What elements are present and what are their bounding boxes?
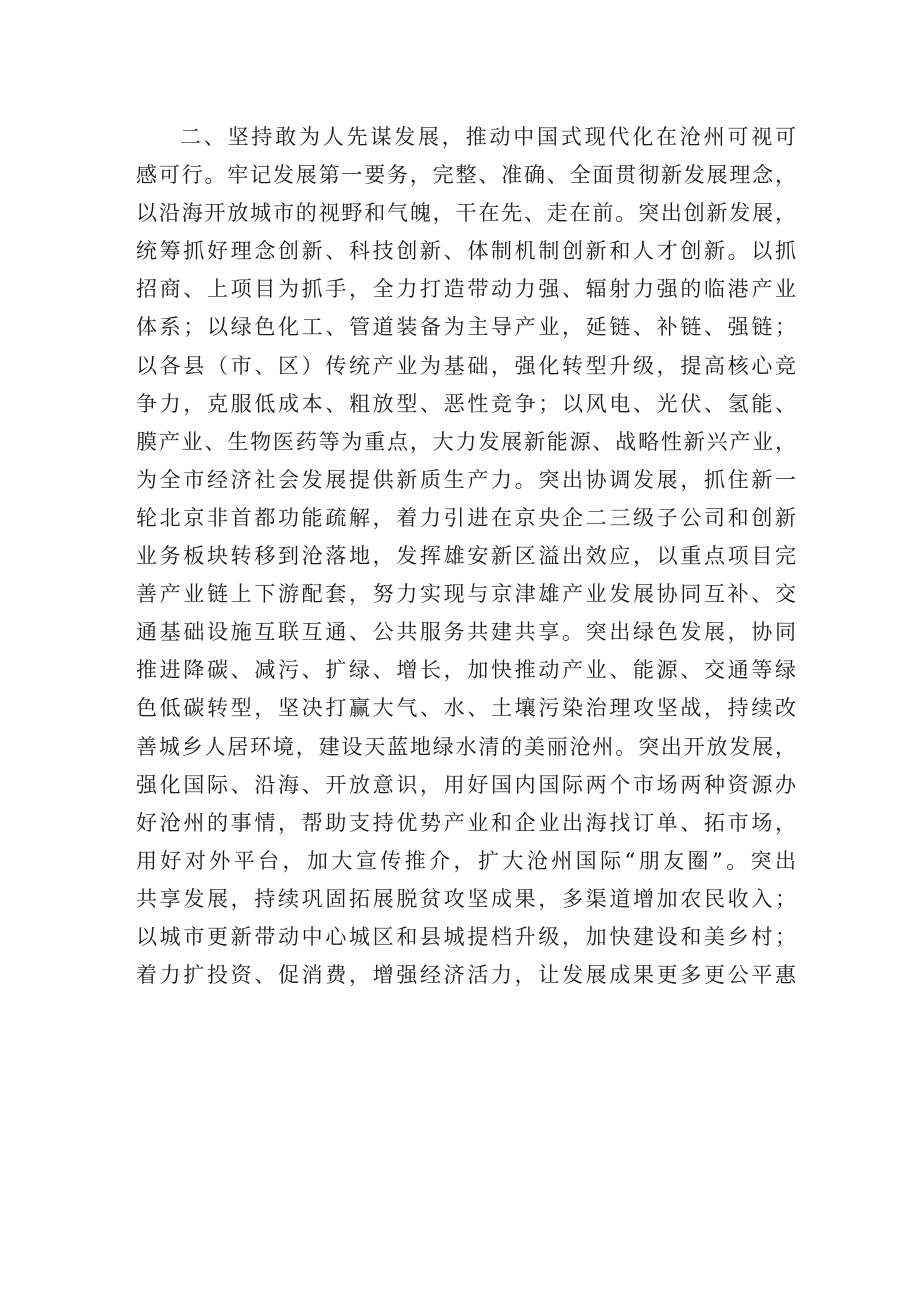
text-line: 以城市更新带动中心城区和县城提档升级，加快建设和美乡村；	[136, 924, 796, 949]
text-line: 统筹抓好理念创新、科技创新、体制机制创新和人才创新。以抓	[136, 239, 796, 264]
text-line: 以沿海开放城市的视野和气魄，干在先、走在前。突出创新发展，	[136, 201, 796, 226]
text-line: 推进降碳、减污、扩绿、增长，加快推动产业、能源、交通等绿	[136, 658, 796, 683]
text-line: 业务板块转移到沧落地，发挥雄安新区溢出效应，以重点项目完	[136, 544, 796, 569]
text-line: 为全市经济社会发展提供新质生产力。突出协调发展，抓住新一	[136, 467, 796, 492]
text-line: 色低碳转型，坚决打赢大气、水、土壤污染治理攻坚战，持续改	[136, 696, 796, 721]
body-paragraph	[136, 118, 796, 994]
text-line: 用好对外平台，加大宣传推介，扩大沧州国际“朋友圈”。突出	[136, 848, 796, 873]
text-line: 善产业链上下游配套，努力实现与京津雄产业发展协同互补、交	[136, 582, 796, 607]
text-line: 招商、上项目为抓手，全力打造带动力强、辐射力强的临港产业	[136, 277, 796, 302]
text-line: 争力，克服低成本、粗放型、恶性竞争；以风电、光伏、氢能、	[136, 391, 796, 416]
text-line: 共享发展，持续巩固拓展脱贫攻坚成果，多渠道增加农民收入；	[136, 886, 796, 911]
text-line: 善城乡人居环境，建设天蓝地绿水清的美丽沧州。突出开放发展，	[136, 734, 796, 759]
text-line: 膜产业、生物医药等为重点，大力发展新能源、战略性新兴产业，	[136, 429, 796, 454]
text-line: 轮北京非首都功能疏解，着力引进在京央企二三级子公司和创新	[136, 505, 796, 530]
text-line: 好沧州的事情，帮助支持优势产业和企业出海找订单、拓市场，	[136, 810, 796, 835]
text-line: 强化国际、沿海、开放意识，用好国内国际两个市场两种资源办	[136, 772, 796, 797]
text-line: 着力扩投资、促消费，增强经济活力，让发展成果更多更公平惠	[136, 963, 796, 988]
text-line: 感可行。牢记发展第一要务，完整、准确、全面贯彻新发展理念，	[136, 163, 796, 188]
text-line: 体系；以绿色化工、管道装备为主导产业，延链、补链、强链；	[136, 315, 796, 340]
text-line: 以各县（市、区）传统产业为基础，强化转型升级，提高核心竞	[136, 353, 796, 378]
text-line: 二、坚持敢为人先谋发展，推动中国式现代化在沧州可视可	[180, 125, 796, 149]
text-line: 通基础设施互联互通、公共服务共建共享。突出绿色发展，协同	[136, 620, 796, 645]
